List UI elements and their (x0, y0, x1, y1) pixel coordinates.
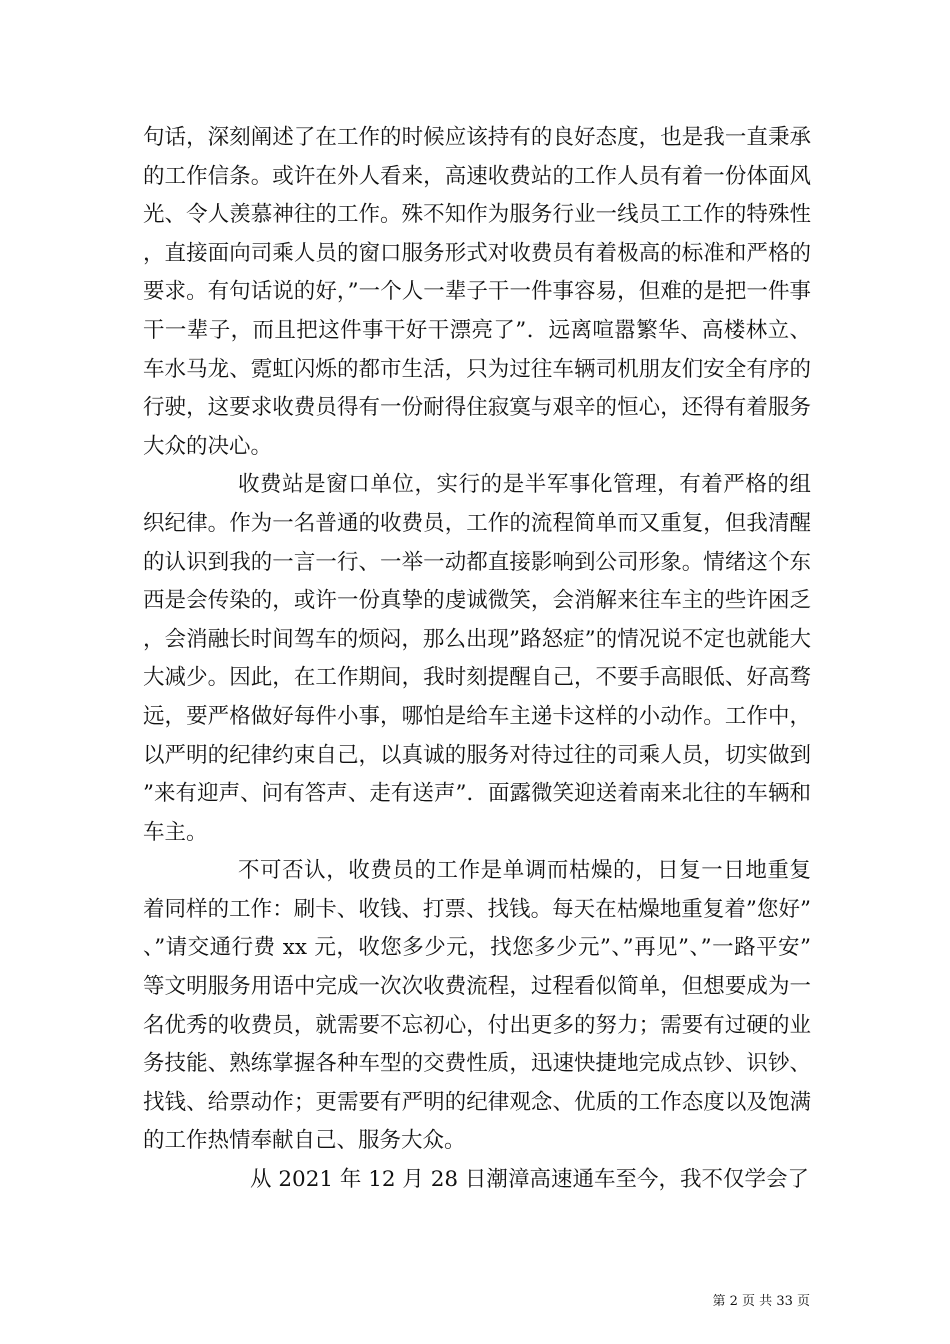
document-body (143, 119, 811, 1200)
paragraph-continuation: 句话，深刻阐述了在工作的时候应该持有的良好态度，也是我一直秉承的工作信条。或许在外人看来，高速收费站的工作人员有着一份体面风光、令人羡慕神往的工作。殊不知作为服务行业一线员工工作的特殊性，直接面向司乘人员的窗口服务形式对收费员有着极高的标准和严格的要求。有句话说的好，”一个人一辈子干一件事容易，但难的是把一件事干一辈子，而且把这件事干好干漂亮了”．远离喧嚣繁华、高楼林立、车水马龙、霓虹闪烁的都市生活，只为过往车辆司机朋友们安全有序的行驶，这要求收费员得有一份耐得住寂寞与艰辛的恒心，还得有着服务大众的决心。 (143, 125, 811, 459)
paragraph-monotonous-work: 不可否认，收费员的工作是单调而枯燥的，日复一日地重复着同样的工作：刷卡、收钱、打票、找钱。每天在枯燥地重复着”您好”、”请交通行费 xx 元，收您多少元，找您多少元”、”再见”、”一路平安”等文明服务用语中完成一次次收费流程，过程看似简单，但想要成为一名优秀的收费员，就需要不忘初心，付出更多的努力；需要有过硬的业务技能、熟练掌握各种车型的交费性质，迅速快捷地完成点钞、识钞、找钱、给票动作；更需要有严明的纪律观念、优质的工作态度以及饱满的工作热情奉献自己、服务大众。 (143, 858, 811, 1154)
paragraph-since-opening: 从 2021 年 12 月 28 日潮漳高速通车至今，我不仅学会了 (250, 1167, 809, 1193)
page-number-footer: 第 2 页 共 33 页 (712, 1294, 810, 1309)
paragraph-toll-station-discipline: 收费站是窗口单位，实行的是半军事化管理，有着严格的组织纪律。作为一名普通的收费员，工作的流程简单而又重复，但我清醒的认识到我的一言一行、一举一动都直接影响到公司形象。情绪这个东西是会传染的，或许一份真挚的虔诚微笑，会消解来往车主的些许困乏，会消融长时间驾车的烦闷，那么出现”路怒症”的情况说不定也就能大大减少。因此，在工作期间，我时刻提醒自己，不要手高眼低、好高骛远，要严格做好每件小事，哪怕是给车主递卡这样的小动作。工作中，以严明的纪律约束自己，以真诚的服务对待过往的司乘人员，切实做到”来有迎声、问有答声、走有送声”．面露微笑迎送着南来北往的车辆和车主。 (143, 472, 811, 845)
